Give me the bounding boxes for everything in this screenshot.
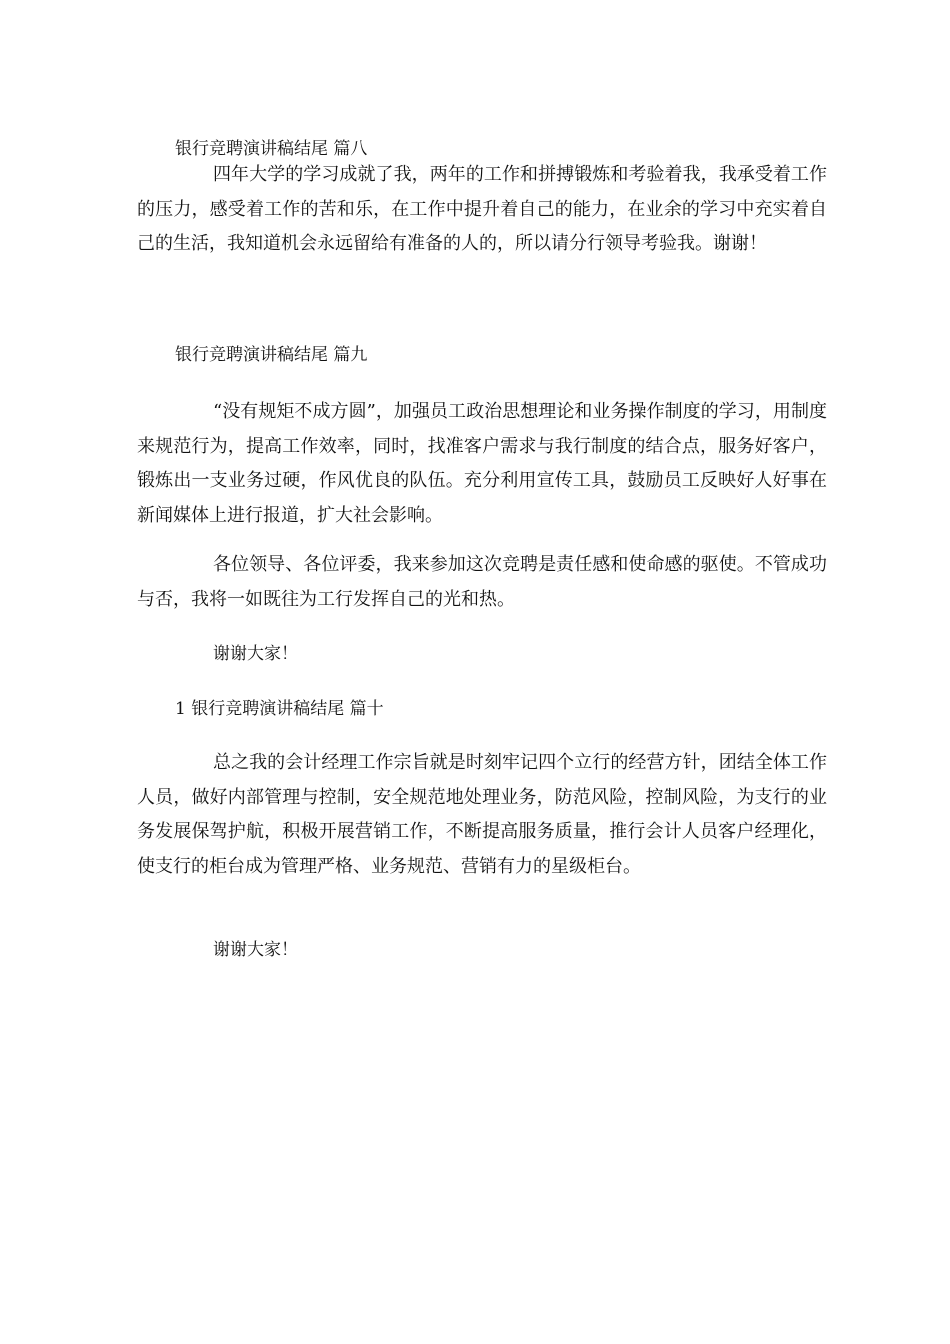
section-heading-8: 银行竞聘演讲稿结尾 篇八 [175, 139, 368, 159]
section-heading-9: 银行竞聘演讲稿结尾 篇九 [175, 345, 368, 365]
section-9-closing: 谢谢大家！ [213, 644, 298, 664]
section-10-paragraph: 总之我的会计经理工作宗旨就是时刻牢记四个立行的经营方针，团结全体工作人员，做好内部管理与控制，安全规范地处理业务，防范风险，控制风险，为支行的业务发展保驾护航，积极开展营销工作，不断提高服务质量，推行会计人员客户经理化，使支行的柜台成为管理严格、业务规范、营销有力的星级柜台。 [137, 752, 827, 878]
section-10-closing: 谢谢大家！ [213, 940, 298, 960]
section-9-paragraph-2: 各位领导、各位评委，我来参加这次竞聘是责任感和使命感的驱使。不管成功与否，我将一如既往为工行发挥自己的光和热。 [137, 554, 827, 610]
section-9-paragraph-1: “没有规矩不成方圆”，加强员工政治思想理论和业务操作制度的学习，用制度来规范行为，提高工作效率，同时，找准客户需求与我行制度的结合点，服务好客户，锻炼出一支业务过硬，作风优良的队伍。充分利用宣传工具，鼓励员工反映好人好事在新闻媒体上进行报道，扩大社会影响。 [137, 401, 827, 527]
section-8-paragraph: 四年大学的学习成就了我，两年的工作和拼搏锻炼和考验着我，我承受着工作的压力，感受着工作的苦和乐，在工作中提升着自己的能力，在业余的学习中充实着自己的生活，我知道机会永远留给有准备的人的，所以请分行领导考验我。谢谢！ [137, 164, 827, 255]
section-heading-10: 1 银行竞聘演讲稿结尾 篇十 [175, 699, 384, 719]
